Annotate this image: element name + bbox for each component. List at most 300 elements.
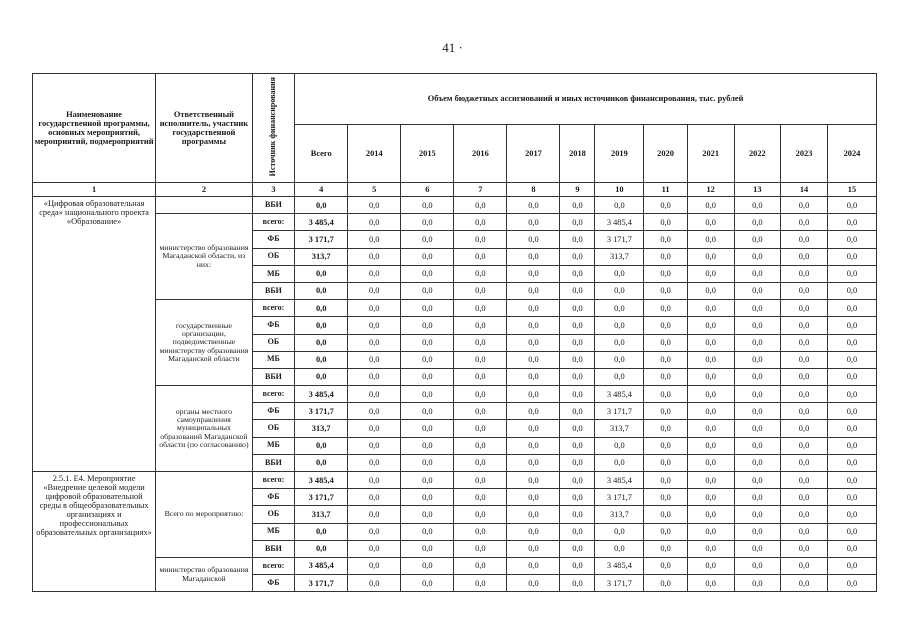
table-row	[33, 197, 877, 214]
funding-source: МБ	[252, 265, 294, 282]
header-source: Источник финансирования	[252, 74, 294, 183]
year-value: 0,0	[687, 437, 734, 454]
year-value: 0,0	[644, 334, 688, 351]
year-value: 0,0	[644, 489, 688, 506]
year-value: 0,0	[454, 420, 507, 437]
executor: Всего по мероприятию:	[156, 472, 253, 558]
year-value: 0,0	[595, 197, 644, 214]
year-value: 0,0	[401, 351, 454, 368]
year-value: 0,0	[454, 317, 507, 334]
year-value: 0,0	[401, 540, 454, 557]
year-value: 0,0	[781, 282, 828, 299]
total-value: 0,0	[295, 437, 348, 454]
year-value: 0,0	[734, 265, 781, 282]
year-value: 0,0	[560, 472, 595, 489]
year-value: 0,0	[687, 368, 734, 385]
year-value: 0,0	[827, 540, 876, 557]
year-value: 0,0	[560, 386, 595, 403]
funding-source: всего:	[252, 300, 294, 317]
year-value: 0,0	[827, 403, 876, 420]
year-value: 0,0	[454, 575, 507, 592]
funding-source: ФБ	[252, 231, 294, 248]
year-value: 0,0	[687, 454, 734, 471]
year-value: 0,0	[781, 248, 828, 265]
funding-source: ВБИ	[252, 197, 294, 214]
year-value: 3 171,7	[595, 403, 644, 420]
year-value: 0,0	[401, 265, 454, 282]
column-number: 6	[401, 183, 454, 197]
year-value: 0,0	[687, 300, 734, 317]
year-value: 0,0	[781, 231, 828, 248]
year-value: 0,0	[348, 420, 401, 437]
year-value: 0,0	[644, 557, 688, 574]
year-value: 313,7	[595, 506, 644, 523]
year-value: 0,0	[507, 420, 560, 437]
year-value: 0,0	[348, 351, 401, 368]
year-value: 0,0	[827, 351, 876, 368]
year-value: 0,0	[827, 317, 876, 334]
column-number: 9	[560, 183, 595, 197]
total-value: 3 171,7	[295, 231, 348, 248]
header-year: 2015	[401, 125, 454, 183]
year-value: 0,0	[734, 403, 781, 420]
funding-source: МБ	[252, 437, 294, 454]
year-value: 0,0	[454, 540, 507, 557]
header-row-top	[33, 74, 877, 125]
year-value: 0,0	[454, 334, 507, 351]
funding-source: ФБ	[252, 575, 294, 592]
year-value: 0,0	[827, 386, 876, 403]
year-value: 0,0	[687, 214, 734, 231]
year-value: 0,0	[348, 300, 401, 317]
total-value: 0,0	[295, 265, 348, 282]
funding-source: всего:	[252, 472, 294, 489]
year-value: 0,0	[595, 334, 644, 351]
year-value: 0,0	[348, 540, 401, 557]
year-value: 0,0	[781, 317, 828, 334]
year-value: 0,0	[507, 540, 560, 557]
year-value: 0,0	[827, 557, 876, 574]
header-year: 2023	[781, 125, 828, 183]
year-value: 0,0	[687, 317, 734, 334]
total-value: 3 485,4	[295, 472, 348, 489]
program-name: «Цифровая образовательная среда» национального проекта «Образование»	[33, 197, 156, 472]
year-value: 0,0	[560, 368, 595, 385]
executor: государственные организации, подведомственные министерству образования Магаданской области	[156, 300, 253, 386]
year-value: 0,0	[595, 437, 644, 454]
year-value: 0,0	[687, 472, 734, 489]
year-value: 0,0	[454, 523, 507, 540]
year-value: 3 485,4	[595, 472, 644, 489]
year-value: 0,0	[781, 334, 828, 351]
funding-source: всего:	[252, 386, 294, 403]
year-value: 0,0	[348, 334, 401, 351]
year-value: 0,0	[507, 351, 560, 368]
year-value: 0,0	[734, 231, 781, 248]
year-value: 0,0	[734, 351, 781, 368]
year-value: 0,0	[644, 575, 688, 592]
year-value: 0,0	[560, 575, 595, 592]
year-value: 0,0	[734, 420, 781, 437]
funding-source: МБ	[252, 523, 294, 540]
year-value: 0,0	[348, 489, 401, 506]
year-value: 0,0	[348, 282, 401, 299]
header-year: 2018	[560, 125, 595, 183]
table-row	[33, 557, 877, 574]
year-value: 0,0	[560, 197, 595, 214]
year-value: 0,0	[734, 575, 781, 592]
year-value: 0,0	[560, 454, 595, 471]
year-value: 0,0	[560, 351, 595, 368]
funding-source: ВБИ	[252, 282, 294, 299]
executor: министерство образования Магаданской области, из них:	[156, 214, 253, 300]
total-value: 0,0	[295, 368, 348, 385]
year-value: 0,0	[781, 403, 828, 420]
year-value: 0,0	[454, 454, 507, 471]
year-value: 0,0	[644, 300, 688, 317]
year-value: 0,0	[781, 197, 828, 214]
year-value: 0,0	[734, 557, 781, 574]
year-value: 0,0	[507, 506, 560, 523]
year-value: 0,0	[401, 420, 454, 437]
year-value: 0,0	[827, 506, 876, 523]
year-value: 0,0	[595, 368, 644, 385]
year-value: 0,0	[734, 437, 781, 454]
funding-source: ОБ	[252, 506, 294, 523]
year-value: 0,0	[401, 437, 454, 454]
year-value: 0,0	[644, 420, 688, 437]
year-value: 0,0	[781, 386, 828, 403]
year-value: 0,0	[507, 403, 560, 420]
year-value: 0,0	[595, 265, 644, 282]
year-value: 0,0	[595, 454, 644, 471]
year-value: 0,0	[348, 472, 401, 489]
year-value: 0,0	[560, 403, 595, 420]
year-value: 0,0	[401, 214, 454, 231]
year-value: 0,0	[781, 420, 828, 437]
year-value: 0,0	[507, 575, 560, 592]
year-value: 0,0	[595, 300, 644, 317]
year-value: 0,0	[827, 575, 876, 592]
year-value: 0,0	[595, 540, 644, 557]
year-value: 0,0	[348, 265, 401, 282]
year-value: 313,7	[595, 420, 644, 437]
year-value: 0,0	[644, 282, 688, 299]
header-year: 2024	[827, 125, 876, 183]
table-row	[33, 214, 877, 231]
year-value: 0,0	[734, 300, 781, 317]
total-value: 313,7	[295, 420, 348, 437]
year-value: 0,0	[560, 540, 595, 557]
year-value: 3 171,7	[595, 231, 644, 248]
year-value: 0,0	[734, 214, 781, 231]
year-value: 0,0	[507, 317, 560, 334]
year-value: 0,0	[401, 472, 454, 489]
year-value: 0,0	[687, 403, 734, 420]
year-value: 0,0	[644, 368, 688, 385]
year-value: 0,0	[644, 351, 688, 368]
header-total: Всего	[295, 125, 348, 183]
year-value: 0,0	[644, 317, 688, 334]
year-value: 0,0	[687, 540, 734, 557]
year-value: 0,0	[734, 489, 781, 506]
year-value: 0,0	[781, 265, 828, 282]
year-value: 0,0	[781, 214, 828, 231]
year-value: 0,0	[560, 214, 595, 231]
year-value: 0,0	[734, 472, 781, 489]
year-value: 0,0	[454, 386, 507, 403]
year-value: 0,0	[827, 523, 876, 540]
year-value: 0,0	[687, 197, 734, 214]
year-value: 0,0	[687, 334, 734, 351]
year-value: 0,0	[827, 472, 876, 489]
year-value: 0,0	[734, 197, 781, 214]
year-value: 0,0	[560, 282, 595, 299]
year-value: 0,0	[401, 368, 454, 385]
funding-source: всего:	[252, 557, 294, 574]
column-number: 3	[252, 183, 294, 197]
year-value: 0,0	[781, 506, 828, 523]
column-number: 10	[595, 183, 644, 197]
year-value: 0,0	[560, 523, 595, 540]
column-number: 4	[295, 183, 348, 197]
year-value: 0,0	[687, 265, 734, 282]
year-value: 0,0	[827, 454, 876, 471]
funding-source: ВБИ	[252, 540, 294, 557]
year-value: 0,0	[560, 265, 595, 282]
year-value: 0,0	[507, 386, 560, 403]
year-value: 0,0	[348, 523, 401, 540]
year-value: 0,0	[687, 386, 734, 403]
executor: органы местного самоуправления муниципальных образований Магаданской области (по согласованию)	[156, 386, 253, 472]
year-value: 3 171,7	[595, 489, 644, 506]
year-value: 0,0	[507, 248, 560, 265]
year-value: 0,0	[454, 282, 507, 299]
year-value: 0,0	[348, 437, 401, 454]
year-value: 0,0	[687, 282, 734, 299]
year-value: 0,0	[507, 231, 560, 248]
year-value: 0,0	[595, 351, 644, 368]
year-value: 0,0	[734, 540, 781, 557]
year-value: 3 171,7	[595, 575, 644, 592]
year-value: 0,0	[454, 351, 507, 368]
year-value: 0,0	[734, 454, 781, 471]
year-value: 0,0	[781, 472, 828, 489]
funding-source: ФБ	[252, 403, 294, 420]
year-value: 0,0	[734, 317, 781, 334]
column-number: 15	[827, 183, 876, 197]
year-value: 0,0	[687, 231, 734, 248]
header-year: 2017	[507, 125, 560, 183]
year-value: 0,0	[781, 454, 828, 471]
header-year: 2020	[644, 125, 688, 183]
year-value: 0,0	[560, 300, 595, 317]
year-value: 0,0	[507, 454, 560, 471]
year-value: 0,0	[454, 437, 507, 454]
year-value: 0,0	[781, 437, 828, 454]
year-value: 0,0	[401, 300, 454, 317]
year-value: 0,0	[507, 437, 560, 454]
year-value: 0,0	[454, 231, 507, 248]
year-value: 0,0	[687, 351, 734, 368]
program-name: 2.5.1. Е4. Мероприятие «Внедрение целевой модели цифровой образовательной среды в общеобразовательных организациях и профессиональных образовательных организациях»	[33, 472, 156, 592]
total-value: 0,0	[295, 454, 348, 471]
funding-source: ФБ	[252, 317, 294, 334]
year-value: 0,0	[827, 420, 876, 437]
year-value: 0,0	[507, 300, 560, 317]
year-value: 0,0	[401, 557, 454, 574]
year-value: 0,0	[560, 248, 595, 265]
year-value: 0,0	[827, 231, 876, 248]
year-value: 0,0	[781, 540, 828, 557]
year-value: 0,0	[595, 523, 644, 540]
year-value: 0,0	[507, 334, 560, 351]
year-value: 0,0	[781, 575, 828, 592]
year-value: 0,0	[507, 282, 560, 299]
total-value: 3 171,7	[295, 403, 348, 420]
total-value: 3 485,4	[295, 557, 348, 574]
year-value: 0,0	[734, 368, 781, 385]
year-value: 0,0	[734, 506, 781, 523]
page-number: 41 ·	[442, 40, 463, 55]
column-number: 11	[644, 183, 688, 197]
year-value: 0,0	[454, 557, 507, 574]
year-value: 0,0	[401, 489, 454, 506]
table-row	[33, 300, 877, 317]
header-year: 2019	[595, 125, 644, 183]
column-number: 5	[348, 183, 401, 197]
year-value: 0,0	[401, 454, 454, 471]
year-value: 0,0	[348, 317, 401, 334]
year-value: 3 485,4	[595, 214, 644, 231]
year-value: 0,0	[687, 575, 734, 592]
funding-source: ОБ	[252, 420, 294, 437]
total-value: 3 485,4	[295, 214, 348, 231]
year-value: 0,0	[454, 214, 507, 231]
year-value: 0,0	[454, 300, 507, 317]
year-value: 0,0	[401, 317, 454, 334]
total-value: 3 171,7	[295, 575, 348, 592]
year-value: 0,0	[734, 248, 781, 265]
total-value: 0,0	[295, 540, 348, 557]
year-value: 0,0	[348, 386, 401, 403]
year-value: 0,0	[560, 557, 595, 574]
year-value: 0,0	[595, 317, 644, 334]
year-value: 0,0	[401, 197, 454, 214]
funding-source: ФБ	[252, 489, 294, 506]
year-value: 0,0	[687, 248, 734, 265]
year-value: 0,0	[644, 214, 688, 231]
year-value: 0,0	[827, 368, 876, 385]
total-value: 0,0	[295, 351, 348, 368]
year-value: 0,0	[687, 506, 734, 523]
year-value: 0,0	[348, 403, 401, 420]
year-value: 0,0	[507, 368, 560, 385]
year-value: 0,0	[560, 231, 595, 248]
year-value: 0,0	[827, 334, 876, 351]
year-value: 0,0	[348, 197, 401, 214]
year-value: 0,0	[687, 489, 734, 506]
year-value: 0,0	[507, 197, 560, 214]
year-value: 0,0	[827, 300, 876, 317]
column-number: 12	[687, 183, 734, 197]
year-value: 0,0	[827, 437, 876, 454]
year-value: 0,0	[348, 454, 401, 471]
year-value: 0,0	[644, 523, 688, 540]
year-value: 0,0	[507, 214, 560, 231]
year-value: 0,0	[644, 265, 688, 282]
total-value: 0,0	[295, 334, 348, 351]
year-value: 0,0	[401, 231, 454, 248]
header-year: 2016	[454, 125, 507, 183]
year-value: 0,0	[507, 523, 560, 540]
year-value: 0,0	[644, 506, 688, 523]
total-value: 313,7	[295, 506, 348, 523]
header-year: 2014	[348, 125, 401, 183]
year-value: 0,0	[401, 506, 454, 523]
total-value: 0,0	[295, 523, 348, 540]
total-value: 313,7	[295, 248, 348, 265]
header-volume: Объем бюджетных ассигнований и иных источников финансирования, тыс. рублей	[295, 74, 877, 125]
year-value: 0,0	[687, 420, 734, 437]
year-value: 0,0	[401, 403, 454, 420]
year-value: 0,0	[734, 386, 781, 403]
total-value: 0,0	[295, 317, 348, 334]
year-value: 0,0	[781, 523, 828, 540]
year-value: 0,0	[454, 472, 507, 489]
budget-table	[32, 73, 877, 592]
year-value: 0,0	[454, 197, 507, 214]
year-value: 0,0	[781, 557, 828, 574]
funding-source: ВБИ	[252, 368, 294, 385]
year-value: 0,0	[644, 540, 688, 557]
year-value: 0,0	[348, 214, 401, 231]
year-value: 0,0	[454, 248, 507, 265]
year-value: 0,0	[401, 282, 454, 299]
year-value: 0,0	[560, 489, 595, 506]
year-value: 0,0	[401, 334, 454, 351]
year-value: 0,0	[734, 282, 781, 299]
header-year: 2022	[734, 125, 781, 183]
executor	[156, 197, 253, 214]
total-value: 0,0	[295, 300, 348, 317]
column-numbers-row	[33, 183, 877, 197]
year-value: 0,0	[781, 351, 828, 368]
funding-source: МБ	[252, 351, 294, 368]
year-value: 0,0	[507, 472, 560, 489]
year-value: 0,0	[734, 523, 781, 540]
year-value: 0,0	[401, 575, 454, 592]
year-value: 3 485,4	[595, 386, 644, 403]
year-value: 0,0	[687, 557, 734, 574]
year-value: 0,0	[644, 386, 688, 403]
total-value: 3 485,4	[295, 386, 348, 403]
year-value: 0,0	[401, 386, 454, 403]
year-value: 0,0	[644, 231, 688, 248]
year-value: 0,0	[827, 489, 876, 506]
year-value: 0,0	[644, 454, 688, 471]
year-value: 0,0	[734, 334, 781, 351]
year-value: 0,0	[348, 368, 401, 385]
table-row	[33, 472, 877, 489]
year-value: 0,0	[454, 368, 507, 385]
year-value: 0,0	[348, 248, 401, 265]
year-value: 0,0	[687, 523, 734, 540]
year-value: 0,0	[644, 248, 688, 265]
year-value: 3 485,4	[595, 557, 644, 574]
year-value: 0,0	[781, 368, 828, 385]
year-value: 0,0	[781, 489, 828, 506]
